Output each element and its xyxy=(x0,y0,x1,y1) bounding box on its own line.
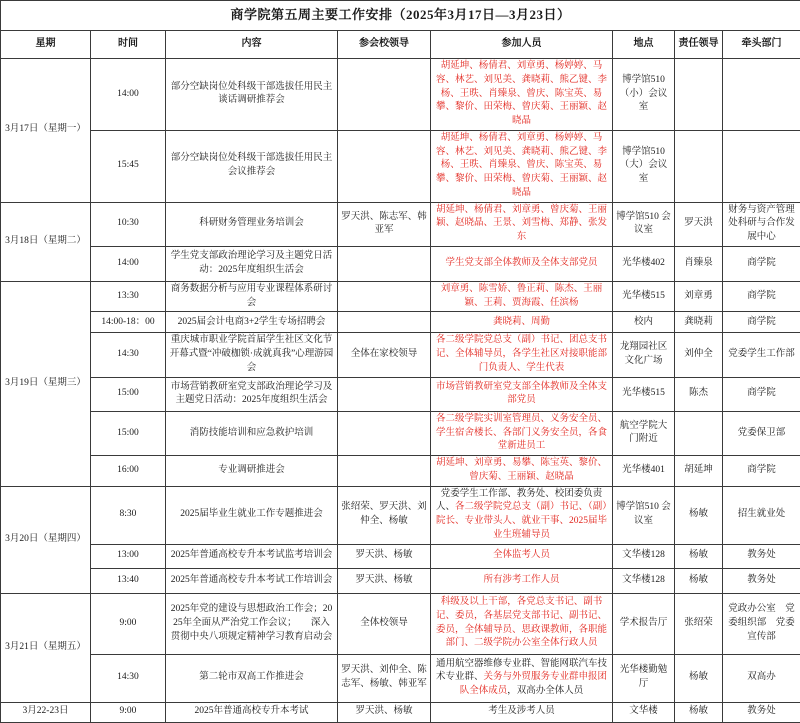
dept-cell: 党政办公室 党委组织部 党委宣传部 xyxy=(723,593,800,654)
dept-cell: 党委学生工作部 xyxy=(723,333,800,377)
leaders-cell xyxy=(338,59,431,131)
participants-cell xyxy=(431,130,613,202)
time-cell: 9:00 xyxy=(91,702,166,722)
leaders-cell: 全体在家校领导 xyxy=(338,333,431,377)
owner-cell: 刘仲全 xyxy=(675,333,723,377)
col-header-dept: 牵头部门 xyxy=(723,31,800,59)
participants-cell xyxy=(431,411,613,455)
time-cell: 14:00 xyxy=(91,59,166,131)
location-cell: 光华楼勤勉厅 xyxy=(613,654,675,702)
col-header-location: 地点 xyxy=(613,31,675,59)
content-cell: 部分空缺岗位处科级干部选拔任用民主谈话调研推荐会 xyxy=(166,59,338,131)
owner-cell xyxy=(675,411,723,455)
col-header-content: 内容 xyxy=(166,31,338,59)
time-cell: 14:00-18：00 xyxy=(91,312,166,333)
participants-red-text: 胡延坤、杨倩君、刘章勇、曾庆菊、王丽颖、赵晓晶、王景、刘雪梅、郑静、张发东 xyxy=(436,205,607,243)
leaders-cell: 全体校领导 xyxy=(338,593,431,654)
location-cell: 博学馆510 会议室 xyxy=(613,202,675,246)
participants-red-text: 各二级学院党总支（副）书记、团总支书记、全体辅导员，各学生社区对接职能部门负责人、学生代表 xyxy=(436,335,607,373)
participants-red-text: 刘章勇、陈雪娇、鲁正莉、陈杰、王丽颖、王莉、贾海霞、任滨杨 xyxy=(441,284,603,308)
participants-cell xyxy=(431,202,613,246)
content-cell: 市场营销教研室党支部政治理论学习及主题党日活动：2025年度组织生活会 xyxy=(166,377,338,411)
schedule-row xyxy=(1,59,800,131)
leaders-cell: 罗天洪、杨敏 xyxy=(338,568,431,593)
leaders-cell xyxy=(338,246,431,281)
content-cell: 2025年普通高校专升本考试工作培训会 xyxy=(166,568,338,593)
owner-cell: 杨敏 xyxy=(675,486,723,544)
leaders-cell: 罗天洪、杨敏 xyxy=(338,544,431,568)
content-cell: 消防技能培训和应急救护培训 xyxy=(166,411,338,455)
time-cell: 16:00 xyxy=(91,456,166,487)
participants-cell xyxy=(431,568,613,593)
location-cell: 校内 xyxy=(613,312,675,333)
content-cell: 2025年普通高校专升本考试监考培训会 xyxy=(166,544,338,568)
page-title: 商学院第五周主要工作安排（2025年3月17日—3月23日） xyxy=(1,1,800,31)
participants-cell xyxy=(431,593,613,654)
content-cell: 2025届会计电商3+2学生专场招聘会 xyxy=(166,312,338,333)
day-cell: 3月17日（星期一） xyxy=(1,59,91,203)
day-cell: 3月19日（星期三） xyxy=(1,281,91,486)
day-cell: 3月18日（星期二） xyxy=(1,202,91,281)
leaders-cell: 罗天洪、杨敏 xyxy=(338,702,431,722)
owner-cell: 杨敏 xyxy=(675,544,723,568)
dept-cell: 商学院 xyxy=(723,377,800,411)
schedule-row xyxy=(1,593,800,654)
participants-red-text: 科级及以上干部，各党总支书记、副书记、委员，各基层党支部书记、副书记、委员，全体辅导员、思政课教师，各职能部门、二级学院办公室全体行政人员 xyxy=(436,597,607,648)
location-cell: 光华楼402 xyxy=(613,246,675,281)
leaders-cell xyxy=(338,281,431,312)
schedule-row xyxy=(1,544,800,568)
content-cell: 商务数据分析与应用专业课程体系研讨会 xyxy=(166,281,338,312)
time-cell: 13:30 xyxy=(91,281,166,312)
schedule-row xyxy=(1,411,800,455)
schedule-row xyxy=(1,702,800,722)
time-cell: 15:45 xyxy=(91,130,166,202)
owner-cell: 龚晓莉 xyxy=(675,312,723,333)
leaders-cell xyxy=(338,130,431,202)
time-cell: 8:30 xyxy=(91,486,166,544)
dept-cell: 教务处 xyxy=(723,544,800,568)
header-row xyxy=(1,31,800,59)
participants-black-text: 党委学生工作部、教务处、校团委负责人、 xyxy=(436,489,602,513)
owner-cell xyxy=(675,130,723,202)
content-cell: 2025年党的建设与思想政治工作会；2025年全面从严治党工作会议； 深入贯彻中央八项规定精神学习教育启动会 xyxy=(166,593,338,654)
col-header-day: 星期 xyxy=(1,31,91,59)
owner-cell: 杨敏 xyxy=(675,568,723,593)
leaders-cell xyxy=(338,312,431,333)
schedule-row xyxy=(1,202,800,246)
time-cell: 13:40 xyxy=(91,568,166,593)
location-cell: 博学馆510 会议室 xyxy=(613,486,675,544)
time-cell: 13:00 xyxy=(91,544,166,568)
time-cell: 14:30 xyxy=(91,654,166,702)
leaders-cell xyxy=(338,411,431,455)
participants-cell xyxy=(431,702,613,722)
leaders-cell: 罗天洪、刘仲全、陈志军、杨敏、韩亚军 xyxy=(338,654,431,702)
schedule-row xyxy=(1,654,800,702)
content-cell: 第二轮市双高工作推进会 xyxy=(166,654,338,702)
location-cell: 博学馆510（小）会议室 xyxy=(613,59,675,131)
dept-cell xyxy=(723,59,800,131)
participants-cell xyxy=(431,312,613,333)
location-cell: 博学馆510（大）会议室 xyxy=(613,130,675,202)
col-header-time: 时间 xyxy=(91,31,166,59)
time-cell: 10:30 xyxy=(91,202,166,246)
time-cell: 14:00 xyxy=(91,246,166,281)
content-cell: 2025届毕业生就业工作专题推进会 xyxy=(166,486,338,544)
time-cell: 15:00 xyxy=(91,377,166,411)
location-cell: 文华楼128 xyxy=(613,544,675,568)
leaders-cell xyxy=(338,377,431,411)
col-header-participants: 参加人员 xyxy=(431,31,613,59)
location-cell: 光华楼515 xyxy=(613,281,675,312)
dept-cell: 商学院 xyxy=(723,312,800,333)
participants-cell xyxy=(431,246,613,281)
schedule-row xyxy=(1,568,800,593)
day-cell: 3月20日（星期四） xyxy=(1,486,91,593)
owner-cell: 肖臻泉 xyxy=(675,246,723,281)
location-cell: 光华楼515 xyxy=(613,377,675,411)
location-cell: 龙翔园社区文化广场 xyxy=(613,333,675,377)
schedule-row xyxy=(1,246,800,281)
participants-black-text: ，双高办全体人员 xyxy=(507,686,583,696)
schedule-row xyxy=(1,377,800,411)
participants-cell xyxy=(431,456,613,487)
participants-cell xyxy=(431,59,613,131)
schedule-row xyxy=(1,281,800,312)
participants-red-text: 胡延坤、杨倩君、刘章勇、杨婷婷、马容、林艺、刘见美、龚晓莉、熊乙键、李杨、王昳、肖臻泉、曾庆、陈宝英、易攀、黎价、田荣梅、曾庆菊、王丽颖、赵晓晶 xyxy=(436,61,607,126)
dept-cell: 教务处 xyxy=(723,568,800,593)
schedule-row xyxy=(1,456,800,487)
title-row xyxy=(1,1,800,31)
participants-black-text: 通用航空器维修专业群、智能网联汽车技术专业群、 xyxy=(436,659,607,683)
leaders-cell: 张绍荣、罗天洪、刘仲全、杨敏 xyxy=(338,486,431,544)
col-header-leaders: 参会校领导 xyxy=(338,31,431,59)
dept-cell: 商学院 xyxy=(723,246,800,281)
participants-red-text: 市场营销教研室党支部全体教师及全体支部党员 xyxy=(436,382,607,406)
schedule-row xyxy=(1,486,800,544)
participants-red-text: 所有涉考工作人员 xyxy=(483,575,559,585)
location-cell: 文华楼128 xyxy=(613,568,675,593)
participants-red-text: 龚晓莉、周勤 xyxy=(493,317,550,327)
leaders-cell xyxy=(338,456,431,487)
dept-cell: 商学院 xyxy=(723,456,800,487)
participants-black-text: 考生及涉考人员 xyxy=(488,706,555,716)
participants-cell xyxy=(431,654,613,702)
content-cell: 专业调研推进会 xyxy=(166,456,338,487)
participants-red-text: 各二级学院党总支（副）书记、（副）院长、专业带头人、就业干事、2025届毕业生班辅导员 xyxy=(436,502,607,540)
participants-cell xyxy=(431,333,613,377)
time-cell: 14:30 xyxy=(91,333,166,377)
location-cell: 学术报告厅 xyxy=(613,593,675,654)
owner-cell: 张绍荣 xyxy=(675,593,723,654)
participants-red-text: 关务与外贸服务专业群申报团队全体成员 xyxy=(460,672,607,696)
time-cell: 15:00 xyxy=(91,411,166,455)
owner-cell: 杨敏 xyxy=(675,654,723,702)
schedule-row xyxy=(1,130,800,202)
content-cell: 部分空缺岗位处科级干部选拔任用民主会议推荐会 xyxy=(166,130,338,202)
participants-red-text: 胡延坤、刘章勇、易攀、陈宝英、黎价、曾庆菊、王丽颖、赵晓晶 xyxy=(436,458,607,482)
col-header-owner: 责任领导 xyxy=(675,31,723,59)
participants-cell xyxy=(431,377,613,411)
dept-cell xyxy=(723,130,800,202)
content-cell: 科研财务管理业务培训会 xyxy=(166,202,338,246)
content-cell: 学生党支部政治理论学习及主题党日活动：2025年度组织生活会 xyxy=(166,246,338,281)
schedule-body xyxy=(1,1,800,723)
dept-cell: 教务处 xyxy=(723,702,800,722)
participants-cell xyxy=(431,281,613,312)
dept-cell: 招生就业处 xyxy=(723,486,800,544)
dept-cell: 党委保卫部 xyxy=(723,411,800,455)
participants-red-text: 全体监考人员 xyxy=(493,550,550,560)
content-cell: 2025年普通高校专升本考试 xyxy=(166,702,338,722)
owner-cell: 杨敏 xyxy=(675,702,723,722)
participants-cell xyxy=(431,486,613,544)
day-cell: 3月22-23日 xyxy=(1,702,91,722)
owner-cell: 陈杰 xyxy=(675,377,723,411)
schedule-row xyxy=(1,333,800,377)
participants-cell xyxy=(431,544,613,568)
participants-red-text: 学生党支部全体教师及全体支部党员 xyxy=(445,258,597,268)
time-cell: 9:00 xyxy=(91,593,166,654)
day-cell: 3月21日（星期五） xyxy=(1,593,91,702)
participants-red-text: 各二级学院实训室管理员、义务安全员、学生宿舍楼长、各部门义务安全员，各食堂新进员工 xyxy=(436,414,607,452)
owner-cell: 刘章勇 xyxy=(675,281,723,312)
content-cell: 重庆城市职业学院首届学生社区文化节开幕式暨“冲破枷锁·成就真我”心理游园会 xyxy=(166,333,338,377)
dept-cell: 商学院 xyxy=(723,281,800,312)
participants-red-text: 胡延坤、杨倩君、刘章勇、杨婷婷、马容、林艺、刘见美、龚晓莉、熊乙键、李杨、王昳、肖臻泉、曾庆、陈宝英、易攀、黎价、田荣梅、曾庆菊、王丽颖、赵晓晶 xyxy=(436,133,607,198)
dept-cell: 双高办 xyxy=(723,654,800,702)
leaders-cell: 罗天洪、陈志军、韩亚军 xyxy=(338,202,431,246)
dept-cell: 财务与资产管理处科研与合作发展中心 xyxy=(723,202,800,246)
schedule-row xyxy=(1,312,800,333)
owner-cell: 胡延坤 xyxy=(675,456,723,487)
location-cell: 航空学院大门附近 xyxy=(613,411,675,455)
owner-cell xyxy=(675,59,723,131)
location-cell: 文华楼 xyxy=(613,702,675,722)
location-cell: 光华楼401 xyxy=(613,456,675,487)
owner-cell: 罗天洪 xyxy=(675,202,723,246)
